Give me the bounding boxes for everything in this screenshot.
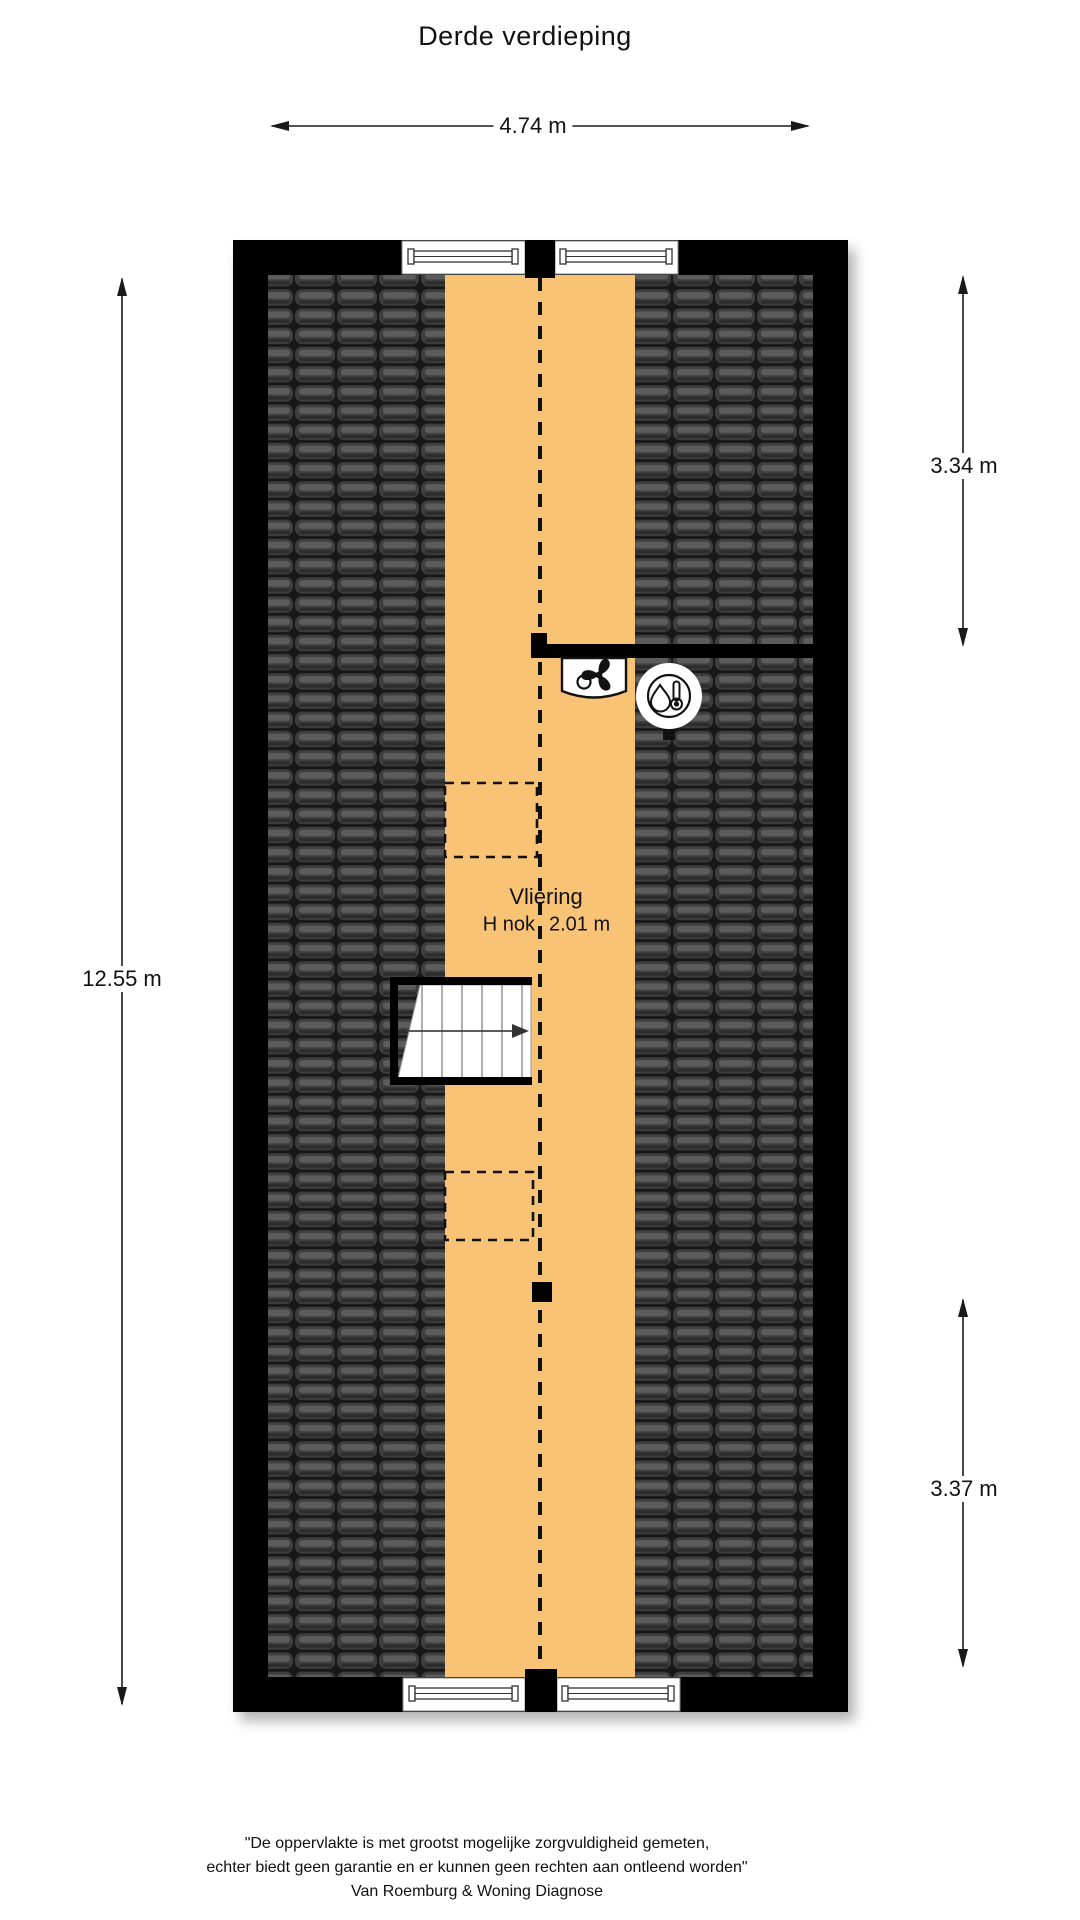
window-top-right [555, 241, 678, 274]
room-name: Vliering [509, 884, 583, 909]
page-title: Derde verdieping [418, 21, 632, 51]
ventilation-unit [562, 658, 626, 698]
ridge-height-label: H nok [482, 913, 535, 936]
ridge-post [532, 1282, 552, 1302]
disclaimer-line-3: Van Roemburg & Woning Diagnose [350, 1883, 603, 1900]
dim-label-right-lower: 3.37 m [924, 1476, 1003, 1502]
window-pier-top [525, 240, 555, 278]
wall-stub [531, 633, 547, 658]
window-top-left [402, 241, 525, 274]
floorplan [233, 240, 848, 1712]
roof-left [268, 275, 445, 1677]
dim-label-top-width: 4.74 m [493, 113, 572, 139]
disclaimer-line-2: echter biedt geen garantie en er kunnen geen rechten aan ontleend worden" [206, 1859, 748, 1876]
roof-right [635, 275, 813, 1677]
dim-label-left-height: 12.55 m [76, 966, 168, 992]
window-bottom-left [403, 1678, 525, 1711]
window-bottom-right [557, 1678, 680, 1711]
boiler-thermometer-icon [648, 675, 690, 717]
ridge-height-value: 2.01 m [549, 913, 611, 936]
dim-label-right-upper: 3.34 m [924, 453, 1003, 479]
disclaimer-line-1: "De oppervlakte is met grootst mogelijke zorgvuldigheid gemeten, [244, 1835, 710, 1852]
window-pier-bottom [525, 1669, 557, 1712]
disclaimer [206, 1832, 747, 1904]
